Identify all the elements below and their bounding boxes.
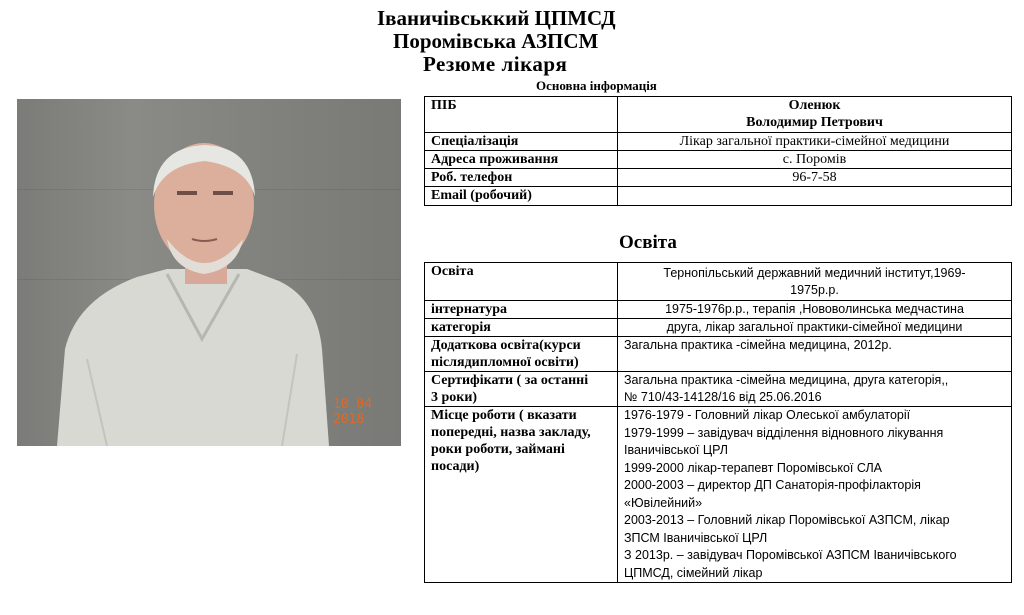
- work-line: «Ювілейний»: [624, 495, 703, 510]
- clinic-title: Поромівська АЗПСМ: [393, 29, 599, 53]
- resume-title: Резюме лікаря: [423, 52, 568, 76]
- work-history-label: [425, 407, 618, 583]
- label-line: посади): [431, 459, 480, 474]
- category-label: категорія: [425, 319, 618, 337]
- education-table: [424, 262, 1012, 583]
- education-value-line: 1975р.р.: [790, 283, 839, 297]
- table-row: [425, 301, 1012, 319]
- internship-value: 1975-1976р.р., терапія ,Нововолинська медчастина: [618, 301, 1012, 319]
- email-label: Email (робочий): [425, 187, 618, 206]
- label-line: Місце роботи ( вказати: [431, 408, 577, 423]
- table-row: [425, 133, 1012, 151]
- basic-info-heading: Основна інформація: [536, 78, 657, 93]
- certificate-line: Загальна практика -сімейна медицина, друга категорія,,: [624, 373, 949, 387]
- label-line: Сертифікати ( за останні: [431, 373, 589, 388]
- institution-title: Іваничівськкий ЦПМСД: [377, 6, 616, 30]
- work-line: ЦПМСД, сімейний лікар: [624, 565, 763, 580]
- given-names: Володимир Петрович: [746, 115, 883, 130]
- certificate-line: № 710/43-14128/16 від 25.06.2016: [624, 390, 822, 404]
- work-line: 1976-1979 - Головний лікар Олеської амбулаторії: [624, 408, 911, 422]
- education-value-line: Тернопільський державний медичний інститут,1969-: [663, 266, 966, 280]
- table-row: [425, 169, 1012, 187]
- education-heading: Освіта: [619, 232, 677, 253]
- table-row: [425, 372, 1012, 407]
- education-label: Освіта: [425, 263, 618, 301]
- extra-education-label: [425, 337, 618, 372]
- label-line: післядипломної освіти): [431, 355, 579, 370]
- photo-date-stamp: 10 04 2018: [333, 397, 373, 427]
- table-row: [425, 337, 1012, 372]
- phone-value: 96-7-58: [618, 169, 1012, 187]
- address-value: с. Поромів: [618, 151, 1012, 169]
- table-row: [425, 97, 1012, 133]
- certificates-label: [425, 372, 618, 407]
- email-value: [618, 187, 1012, 206]
- work-line: 2000-2003 – директор ДП Санаторія-профілакторія: [624, 478, 921, 492]
- work-history-value: [618, 407, 1012, 583]
- basic-info-table: [424, 96, 1012, 206]
- work-line: Іваничівської ЦРЛ: [624, 443, 728, 457]
- specialization-value: Лікар загальної практики-сімейної медицини: [618, 133, 1012, 151]
- work-line: 1979-1999 – завідувач відділення відновного лікування: [624, 425, 944, 440]
- pib-value: [618, 97, 1012, 133]
- specialization-label: Спеціалізація: [425, 133, 618, 151]
- category-value: друга, лікар загальної практики-сімейної медицини: [618, 319, 1012, 337]
- certificates-value: [618, 372, 1012, 407]
- internship-label: інтернатура: [425, 301, 618, 319]
- label-line: попередні, назва закладу,: [431, 425, 591, 440]
- work-line: 2003-2013 – Головний лікар Поромівської АЗПСМ, лікар: [624, 513, 950, 527]
- table-row: [425, 319, 1012, 337]
- phone-label: Роб. телефон: [425, 169, 618, 187]
- pib-label: ПІБ: [425, 97, 618, 133]
- extra-education-value: Загальна практика -сімейна медицина, 2012р.: [618, 337, 1012, 372]
- label-line: 3 роки): [431, 390, 478, 405]
- work-line: ЗПСМ Іваничівської ЦРЛ: [624, 530, 768, 545]
- table-row: [425, 263, 1012, 301]
- surname: Оленюк: [788, 98, 841, 113]
- address-label: Адреса проживання: [425, 151, 618, 169]
- table-row: [425, 151, 1012, 169]
- doctor-photo: [17, 99, 401, 446]
- work-line: 1999-2000 лікар-терапевт Поромівської СЛА: [624, 460, 882, 475]
- table-row: [425, 187, 1012, 206]
- work-line: З 2013р. – завідувач Поромівської АЗПСМ Іваничівського: [624, 548, 957, 562]
- label-line: роки роботи, займані: [431, 442, 565, 457]
- doctor-portrait-illustration: [17, 99, 401, 446]
- table-row: [425, 407, 1012, 583]
- label-line: Додаткова освіта(курси: [431, 338, 581, 353]
- education-value: [618, 263, 1012, 301]
